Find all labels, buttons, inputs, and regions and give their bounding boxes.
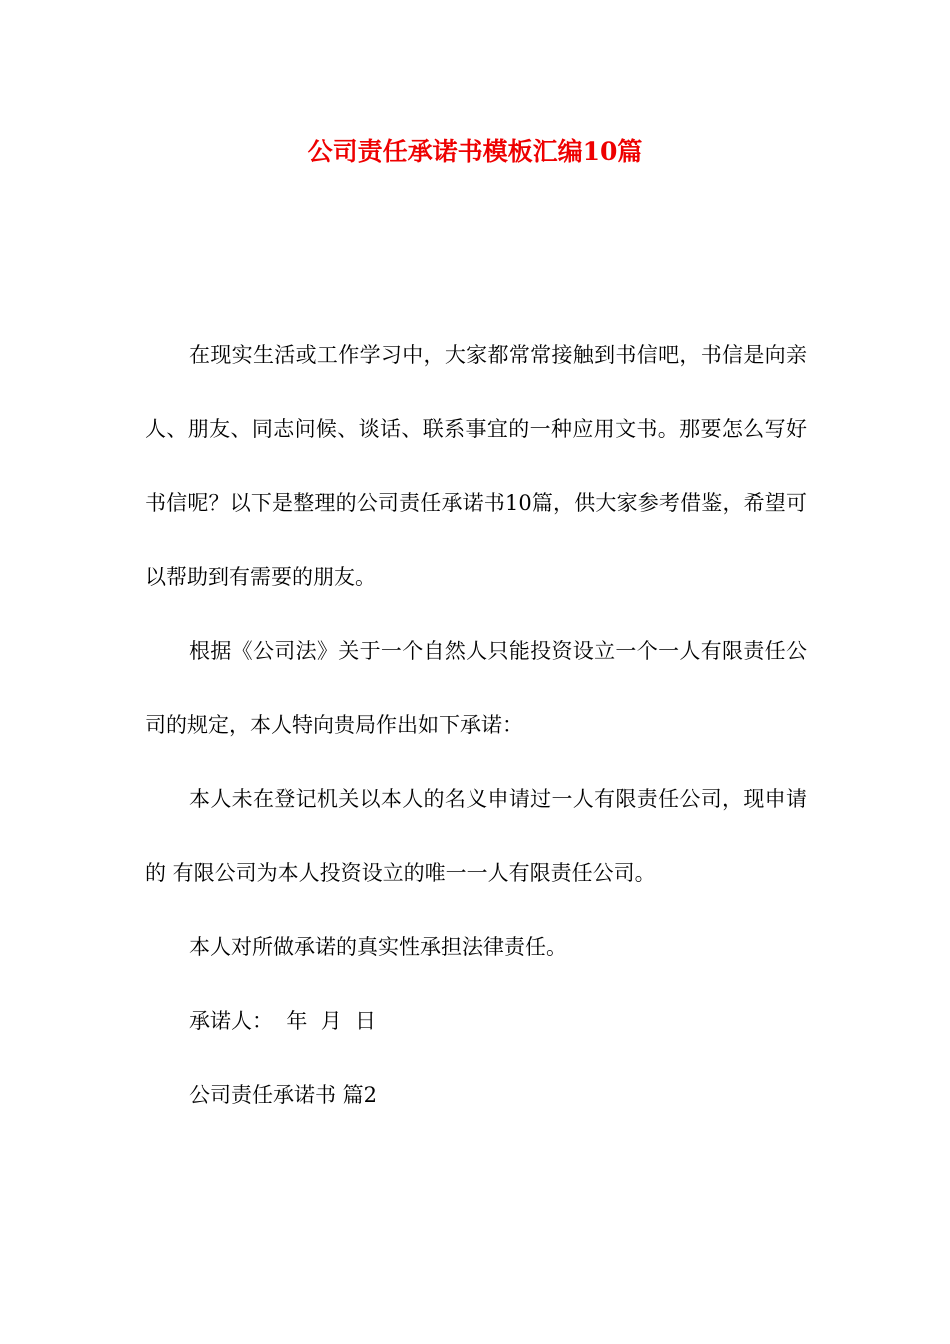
paragraph-commitment: 本人未在登记机关以本人的名义申请过一人有限责任公司，现申请的 有限公司为本人投资设立的唯一一人有限责任公司。 — [145, 787, 807, 885]
document-title: 公司责任承诺书模板汇编10篇 — [307, 137, 643, 166]
paragraph-legal-basis: 根据《公司法》关于一个自然人只能投资设立一个一人有限责任公司的规定，本人特向贵局作出如下承诺： — [145, 639, 807, 737]
section-heading-2: 公司责任承诺书 篇2 — [189, 1083, 378, 1107]
paragraph-intro: 在现实生活或工作学习中，大家都常常接触到书信吧，书信是向亲人、朋友、同志问候、谈话、联系事宜的一种应用文书。那要怎么写好书信呢？以下是整理的公司责任承诺书10篇，供大家参考借鉴，希望可以帮助到有需要的朋友。 — [145, 343, 807, 589]
paragraph-responsibility: 本人对所做承诺的真实性承担法律责任。 — [189, 935, 567, 959]
document-body — [145, 318, 807, 1132]
signature-line: 承诺人： 年 月 日 — [189, 1009, 377, 1033]
